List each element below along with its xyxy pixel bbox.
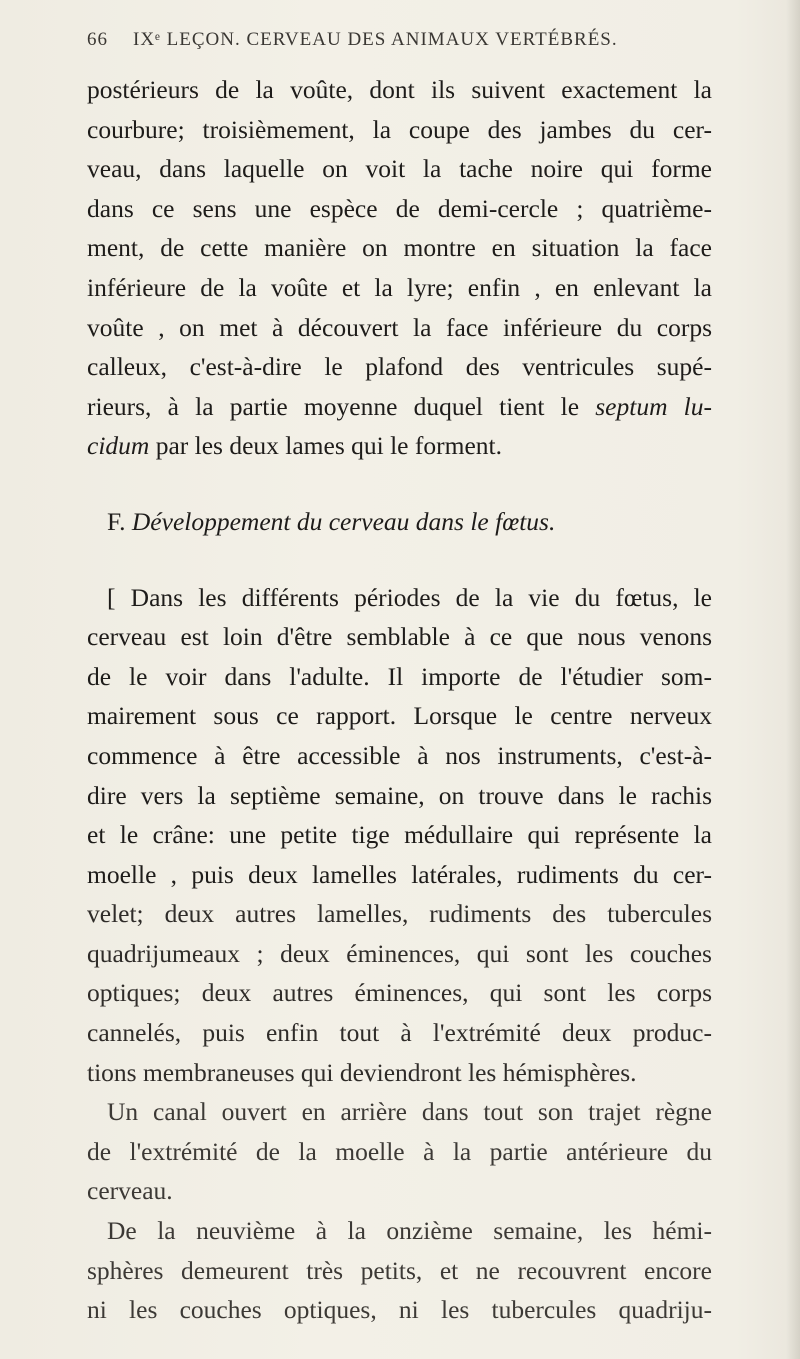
text-line-with-term xyxy=(87,387,712,427)
page-number: 66 xyxy=(87,29,108,50)
italic-term: cidum xyxy=(87,431,150,461)
text-line: inférieure de la voûte et la lyre; enfin , en enlevant la xyxy=(87,272,712,302)
text-line: calleux, c'est-à-dire le plafond des ventricules supé- xyxy=(87,352,712,382)
text-line: ment, de cette manière on montre en situation la face xyxy=(87,233,712,263)
spacer xyxy=(87,542,712,578)
text-line-with-term xyxy=(87,426,712,466)
text-line: de le voir dans l'adulte. Il importe de l'étudier som- xyxy=(87,661,712,691)
text-line: tions membraneuses qui deviendront les hémisphères. xyxy=(87,1057,637,1087)
paragraph-2 xyxy=(87,578,712,1093)
text-line: veau, dans laquelle on voit la tache noire qui forme xyxy=(87,154,712,184)
text-segment: rieurs, à la partie moyenne duquel tient le xyxy=(87,391,580,421)
text-line: optiques; deux autres éminences, qui sont les corps xyxy=(87,978,712,1008)
text-line: et le crâne: une petite tige médullaire qui représente la xyxy=(87,820,712,850)
text-line: moelle , puis deux lamelles latérales, rudiments du cer- xyxy=(87,859,712,889)
page-body xyxy=(87,70,712,1330)
paragraph-3 xyxy=(87,1092,712,1211)
text-line: quadrijumeaux ; deux éminences, qui sont les couches xyxy=(87,938,712,968)
page-edge-shadow xyxy=(786,0,800,1359)
text-segment: par les deux lames qui le forment. xyxy=(155,431,502,461)
text-line: voûte , on met à découvert la face inférieure du corps xyxy=(87,312,712,342)
paragraph-1 xyxy=(87,70,712,466)
text-line: dire vers la septième semaine, on trouve dans le rachis xyxy=(87,780,712,810)
running-title: IXᵉ LEÇON. CERVEAU DES ANIMAUX VERTÉBRÉS. xyxy=(133,29,618,50)
text-line: postérieurs de la voûte, dont ils suivent exactement la xyxy=(87,75,712,104)
text-line: cannelés, puis enfin tout à l'extrémité deux produc- xyxy=(87,1018,712,1048)
text-line: cerveau. xyxy=(87,1176,173,1206)
text-line: de l'extrémité de la moelle à la partie antérieure du xyxy=(87,1136,712,1166)
text-line: ni les couches optiques, ni les tubercules quadriju- xyxy=(87,1295,712,1325)
text-line: cerveau est loin d'être semblable à ce que nous venons xyxy=(87,622,712,652)
text-line: Un canal ouvert en arrière dans tout son trajet règne xyxy=(107,1097,712,1127)
section-heading xyxy=(87,502,712,542)
text-line: commence à être accessible à nos instruments, c'est-à- xyxy=(87,740,712,770)
section-letter: F. xyxy=(107,506,126,536)
text-line: De la neuvième à la onzième semaine, les hémi- xyxy=(107,1216,712,1246)
italic-term: septum lu- xyxy=(595,391,712,421)
paragraph-4 xyxy=(87,1211,712,1330)
text-line: dans ce sens une espèce de demi-cercle ; quatrième- xyxy=(87,193,712,223)
section-title: Développement du cerveau dans le fœtus. xyxy=(131,506,556,536)
spacer xyxy=(87,466,712,502)
text-line: sphères demeurent très petits, et ne recouvrent encore xyxy=(87,1255,712,1285)
text-line: velet; deux autres lamelles, rudiments des tubercules xyxy=(87,899,712,929)
text-line: [ Dans les différents périodes de la vie du fœtus, le xyxy=(107,582,712,612)
text-line: courbure; troisièmement, la coupe des jambes du cer- xyxy=(87,114,712,144)
text-line: mairement sous ce rapport. Lorsque le centre nerveux xyxy=(87,701,712,731)
running-header xyxy=(87,29,707,51)
